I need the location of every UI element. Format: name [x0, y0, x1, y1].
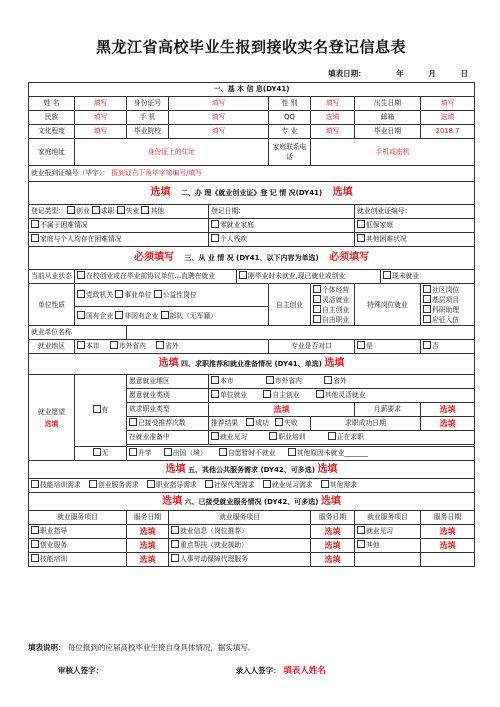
checkbox-icon: [77, 290, 85, 298]
qq-label: QQ: [269, 111, 311, 125]
checkbox-icon: [211, 390, 219, 398]
checkbox-icon: [31, 526, 39, 534]
birth-label: 出生日期: [355, 97, 421, 111]
rec-count-label: 已接受推荐次数: [127, 417, 209, 431]
checkbox-icon: [313, 315, 321, 323]
svc-info-date[interactable]: 选填: [311, 525, 355, 539]
area-options: [75, 340, 269, 354]
option-family-difficult[interactable]: 家庭与个人均存在困难情况: [29, 233, 209, 247]
checkbox-icon: [115, 290, 123, 298]
mail-field[interactable]: 选填: [421, 111, 475, 125]
checkbox-icon: [31, 540, 39, 548]
wish-cell: [29, 375, 75, 461]
job-type-label: 欲求职业类型: [127, 403, 209, 417]
checkbox-icon: [205, 480, 213, 488]
checkbox-icon: [77, 311, 85, 319]
prep-internship[interactable]: 就业见习: [211, 433, 247, 441]
svc-agency[interactable]: 人事劳动保障代理服务: [169, 553, 311, 567]
reg-type-job[interactable]: 求职: [92, 207, 115, 215]
checkbox-icon: [423, 341, 431, 349]
svc-empty: [355, 553, 421, 567]
wish-area-label: 愿意就业地区: [127, 375, 209, 389]
fill-date: [325, 68, 468, 79]
checkbox-icon: [31, 480, 39, 488]
grad-label: 毕业日期: [355, 125, 421, 139]
section3-tag-right: 必须填写: [329, 252, 370, 263]
prep-seeking[interactable]: 正在求职: [328, 433, 364, 441]
addr-label: 家庭地址: [29, 139, 75, 166]
unit-name-field[interactable]: [127, 326, 475, 340]
wish-none[interactable]: 无: [75, 447, 127, 461]
section4-title: 四、求职推荐和就业准备情况 (DY41、单选): [181, 360, 322, 368]
checkbox-icon: [171, 540, 179, 548]
section5-title-row: [29, 461, 475, 479]
reg-type-cell: [29, 205, 209, 219]
section3-title-row: [29, 247, 475, 270]
option-zero-employment[interactable]: 零就业家庭: [209, 219, 355, 233]
self-startup[interactable]: 自主创业: [313, 305, 352, 315]
checkbox-icon: [313, 305, 321, 313]
checkbox-icon: [423, 315, 431, 323]
phone-label: 手 机: [127, 111, 169, 125]
area-outside[interactable]: 省外: [156, 342, 179, 350]
section1-title: 一、基 本 信 息(DY41): [29, 83, 475, 97]
name-label: 姓 名: [29, 97, 75, 111]
section6-title: 六、已接受就业服务情况 (DY42、可多选): [184, 497, 319, 506]
checkbox-icon: [211, 376, 219, 384]
section2-title-row: [29, 182, 475, 205]
self-label: 自主创业: [269, 284, 311, 326]
rec-result-label: 推荐结果: [211, 419, 239, 427]
entry-value[interactable]: 填表人姓名: [283, 666, 326, 676]
checkbox-icon: [31, 554, 39, 562]
mail-label: 邮箱: [355, 111, 421, 125]
h-project-3: 就业服务项目: [355, 511, 421, 525]
svc-startup-date[interactable]: 选填: [127, 539, 169, 553]
self-freelance[interactable]: 自由职业: [313, 315, 352, 325]
gender-label: 性 别: [269, 97, 311, 111]
svc-info[interactable]: 就业信息（岗位推荐）: [169, 525, 311, 539]
reg-type-other[interactable]: 其他: [141, 207, 164, 215]
signature-row: [28, 664, 474, 676]
checkbox-icon: [423, 295, 431, 303]
checkbox-icon: [316, 390, 324, 398]
wish-label: 就业愿望: [37, 407, 66, 416]
checkbox-icon: [92, 206, 100, 214]
year-label: 年: [396, 69, 404, 78]
svc-assist-date[interactable]: 选填: [311, 539, 355, 553]
area-label: 就业地区: [29, 340, 75, 354]
reg-type-create[interactable]: 创业: [67, 207, 90, 215]
svc-guidance[interactable]: 职业指导: [29, 525, 127, 539]
checkbox-icon: [219, 448, 227, 456]
svc-empty-date: [421, 553, 475, 567]
checkbox-icon: [115, 311, 123, 319]
section3-tag-left: 必须填写: [133, 252, 174, 263]
month-label: 月: [428, 69, 436, 78]
need-skill[interactable]: 技能培训需求: [31, 481, 81, 489]
wish-tag: 选填: [44, 419, 59, 428]
tel-field[interactable]: 手机或座机: [311, 139, 475, 166]
special-label: 特殊岗位就业: [355, 284, 421, 326]
no-study[interactable]: 升学: [129, 449, 152, 457]
unit-nature-group-b: [75, 307, 269, 326]
no-other[interactable]: 其他原因未就业_______: [288, 449, 368, 457]
reviewer-label: 审核人签字：: [58, 666, 103, 675]
option-other-difficult[interactable]: 其他困难状况: [355, 233, 475, 247]
checkbox-icon: [275, 418, 283, 426]
checkbox-icon: [246, 418, 254, 426]
prep-options: [209, 431, 475, 445]
note-text: 每位报到的应届高校毕业生接自身具体情况，据实填写。: [67, 643, 256, 652]
option-low-income[interactable]: 低保家庭: [355, 219, 475, 233]
checkbox-icon: [357, 540, 365, 548]
self-individual[interactable]: 个体经营: [313, 285, 352, 295]
rec-success[interactable]: 成功: [246, 419, 269, 427]
qq-field[interactable]: 选填: [311, 111, 355, 125]
checkbox-icon: [77, 341, 85, 349]
note-label: 填表说明：: [28, 643, 66, 652]
svc-other[interactable]: 其他: [355, 539, 421, 553]
checkbox-icon: [328, 432, 336, 440]
checkbox-icon: [239, 271, 247, 279]
svc-skill-date[interactable]: 选填: [127, 553, 169, 567]
rec-date-field[interactable]: 选填: [421, 417, 475, 431]
h-date-3: 服务日期: [421, 511, 475, 525]
fill-date-label: 填表日期：: [328, 69, 366, 78]
nature-private[interactable]: 非国有企业: [115, 312, 158, 320]
no-options: [127, 447, 475, 461]
section6-title-row: [29, 493, 475, 511]
checkbox-icon: [77, 271, 85, 279]
wish-area-province[interactable]: 市外省内: [266, 377, 302, 385]
match-label: 专业是否对口: [269, 340, 355, 354]
self-flexible[interactable]: 灵活就业: [313, 295, 352, 305]
nation-field[interactable]: 填写: [75, 111, 127, 125]
svc-startup[interactable]: 创业服务: [29, 539, 127, 553]
section3-title: 三、从 业 情 况 (DY41、以下内容为单选): [184, 254, 319, 262]
checkbox-icon: [93, 448, 101, 456]
wish-type-flex[interactable]: 其他灵活就业: [316, 391, 366, 399]
special-army[interactable]: 应征入伍: [423, 315, 472, 325]
checkbox-icon: [288, 448, 296, 456]
status-option-3[interactable]: 现未就业: [381, 270, 475, 284]
prep-label: 在就业准备中: [127, 431, 209, 445]
checkbox-icon: [357, 341, 365, 349]
id-field[interactable]: 填写: [169, 97, 269, 111]
match-no[interactable]: 否: [421, 340, 475, 354]
svc-internship[interactable]: 就业见习: [355, 525, 421, 539]
svc-assist[interactable]: 重点帮扶（就业援助）: [169, 539, 311, 553]
checkbox-icon: [31, 220, 39, 228]
special-grassroots[interactable]: 基层项目: [423, 295, 472, 305]
section4-title-row: [29, 354, 475, 375]
checkbox-icon: [313, 295, 321, 303]
unit-nature-group-a: [75, 284, 269, 307]
checkbox-icon: [211, 220, 219, 228]
registration-form: [28, 38, 474, 678]
section5-title: 五、其他公共服务需求 (DY42、可多选): [188, 465, 315, 474]
wish-has[interactable]: 有: [75, 375, 127, 447]
option-disabled[interactable]: 个人残疾: [209, 233, 355, 247]
svc-other-date[interactable]: 选填: [421, 539, 475, 553]
grad-field[interactable]: 2018.7: [421, 125, 475, 139]
checkbox-icon: [321, 480, 329, 488]
checkbox-icon: [89, 480, 97, 488]
checkbox-icon: [141, 206, 149, 214]
need-guidance[interactable]: 职业指导需求: [147, 481, 197, 489]
checkbox-icon: [423, 305, 431, 313]
section6-tag-right: 选填: [320, 495, 341, 507]
self-options: [311, 284, 355, 326]
form-table: [28, 82, 475, 567]
tel-label: 家庭联系电话: [269, 139, 311, 166]
special-research[interactable]: 科研助理: [423, 305, 472, 315]
checkbox-icon: [171, 554, 179, 562]
checkbox-icon: [211, 234, 219, 242]
svc-agency-date[interactable]: 选填: [311, 553, 355, 567]
birth-field[interactable]: 填写: [421, 97, 475, 111]
status-label: 当前从业状态: [29, 270, 75, 284]
nature-army[interactable]: 部队（无军籍）: [161, 312, 218, 320]
status-option-1[interactable]: 在校创业或在毕业前协议单位…直聘在就业: [75, 270, 237, 284]
wish-area-options: [209, 375, 475, 389]
edu-field[interactable]: 填写: [75, 125, 127, 139]
option-not-difficult[interactable]: 不属于困难情况: [29, 219, 209, 233]
area-city[interactable]: 本市: [77, 342, 100, 350]
checkbox-icon: [324, 376, 332, 384]
checkbox-icon: [269, 432, 277, 440]
nation-label: 民族: [29, 111, 75, 125]
checkbox-icon: [129, 418, 137, 426]
checkbox-icon: [161, 311, 169, 319]
section2-title: 二、办 理《就业创业证》登 记 情 况(DY41): [180, 189, 323, 197]
checkbox-icon: [156, 341, 164, 349]
section5-tag-right: 选填: [317, 463, 338, 475]
rec-date-label: 求职成功日期: [311, 417, 421, 431]
cert-no-label: 就业创业证编号：: [355, 205, 475, 219]
area-province[interactable]: 市外省内: [110, 342, 146, 350]
h-project-1: 就业服务项目: [29, 511, 127, 525]
section2-tag-left: 选填: [150, 187, 171, 198]
h-date-1: 服务日期: [127, 511, 169, 525]
checkbox-icon: [313, 285, 321, 293]
checkbox-icon: [263, 480, 271, 488]
svc-skill[interactable]: 技能培训: [29, 553, 127, 567]
rec-fail[interactable]: 失败: [275, 419, 298, 427]
rec-result: [209, 417, 311, 431]
school-label: 毕业院校: [127, 125, 169, 139]
salary-label: 月薪要求: [355, 403, 421, 417]
section5-options: [29, 479, 475, 493]
unit-nature-label: 单位性质: [29, 284, 75, 326]
salary-field[interactable]: 选填: [421, 403, 475, 417]
wish-type-label: 愿意就业类别: [127, 389, 209, 403]
nature-party[interactable]: 党政机关: [77, 291, 113, 299]
cert-row: [29, 166, 475, 182]
reg-date-label: 登记日期：: [209, 205, 355, 219]
checkbox-icon: [383, 271, 391, 279]
checkbox-icon: [357, 526, 365, 534]
checkbox-icon: [117, 206, 125, 214]
school-field[interactable]: 填写: [169, 125, 269, 139]
h-date-2: 服务日期: [311, 511, 355, 525]
addr-field[interactable]: 身份证上的住址: [75, 139, 269, 166]
checkbox-icon: [93, 405, 101, 413]
checkbox-icon: [67, 206, 75, 214]
major-label: 专 业: [269, 125, 311, 139]
checkbox-icon: [110, 341, 118, 349]
checkbox-icon: [129, 448, 137, 456]
reg-type-unemployed[interactable]: 失业: [117, 207, 140, 215]
section6-tag-left: 选填: [162, 495, 183, 507]
day-label: 日: [460, 69, 468, 78]
section4-tag-right: 选填: [324, 358, 345, 369]
edu-label: 文化程度: [29, 125, 75, 139]
checkbox-icon: [263, 390, 271, 398]
wish-area-outside[interactable]: 省外: [324, 377, 347, 385]
match-yes[interactable]: 是: [355, 340, 421, 354]
job-type-field[interactable]: 选填: [209, 403, 355, 417]
checkbox-icon: [147, 480, 155, 488]
name-field[interactable]: 填写: [75, 97, 127, 111]
no-abroad[interactable]: 出国（境）: [164, 449, 207, 457]
section2-tag-right: 选填: [332, 187, 353, 198]
checkbox-icon: [154, 290, 162, 298]
checkbox-icon: [266, 376, 274, 384]
h-project-2: 就业服务项目: [169, 511, 311, 525]
cert-field[interactable]: 报到证右下角毕字第编号/填写: [111, 169, 202, 177]
svc-internship-date[interactable]: 选填: [421, 525, 475, 539]
form-title: 黑龙江省高校毕业生报到接收实名登记信息表: [95, 38, 406, 56]
svc-guidance-date[interactable]: 选填: [127, 525, 169, 539]
phone-field[interactable]: 填写: [169, 111, 269, 125]
need-social[interactable]: 社保代理需求: [205, 481, 255, 489]
wish-area-city[interactable]: 本市: [211, 377, 234, 385]
section5-tag-left: 选填: [165, 463, 186, 475]
cert-label: 就业报到证编号（毕字）：: [31, 169, 110, 177]
nature-soe[interactable]: 国有企业: [77, 312, 113, 320]
unit-name-label: 就业单位名称: [29, 326, 127, 340]
need-other[interactable]: 其他需求: [321, 481, 357, 489]
nature-institution[interactable]: 事业单位: [115, 291, 151, 299]
prep-training[interactable]: 职业培训: [269, 433, 305, 441]
id-label: 身份证号: [127, 97, 169, 111]
status-option-2[interactable]: 刚毕业时未就业,现已就业或创业: [237, 270, 381, 284]
reg-type-label: 登记类型：: [31, 207, 65, 215]
gender-field[interactable]: 填写: [311, 97, 355, 111]
checkbox-icon: [357, 220, 365, 228]
checkbox-icon: [31, 234, 39, 242]
need-internship[interactable]: 就业见习需求: [263, 481, 313, 489]
nature-public[interactable]: 公益性岗位: [154, 291, 197, 299]
checkbox-icon: [164, 448, 172, 456]
wish-type-startup[interactable]: 自主创业: [263, 391, 299, 399]
checkbox-icon: [171, 526, 179, 534]
major-field[interactable]: 填写: [311, 125, 355, 139]
form-note: [28, 642, 474, 653]
checkbox-icon: [423, 285, 431, 293]
no-voluntary[interactable]: 自愿暂时不就业: [219, 449, 276, 457]
special-options: [421, 284, 475, 326]
section4-tag-left: 选填: [158, 358, 179, 369]
need-startup[interactable]: 创业服务需求: [89, 481, 139, 489]
special-community[interactable]: 社区岗位: [423, 285, 472, 295]
checkbox-icon: [211, 432, 219, 440]
wish-type-unit[interactable]: 单位就业: [211, 391, 247, 399]
wish-type-options: [209, 389, 475, 403]
checkbox-icon: [357, 234, 365, 242]
entry-label: 录入人签字：: [235, 666, 281, 675]
